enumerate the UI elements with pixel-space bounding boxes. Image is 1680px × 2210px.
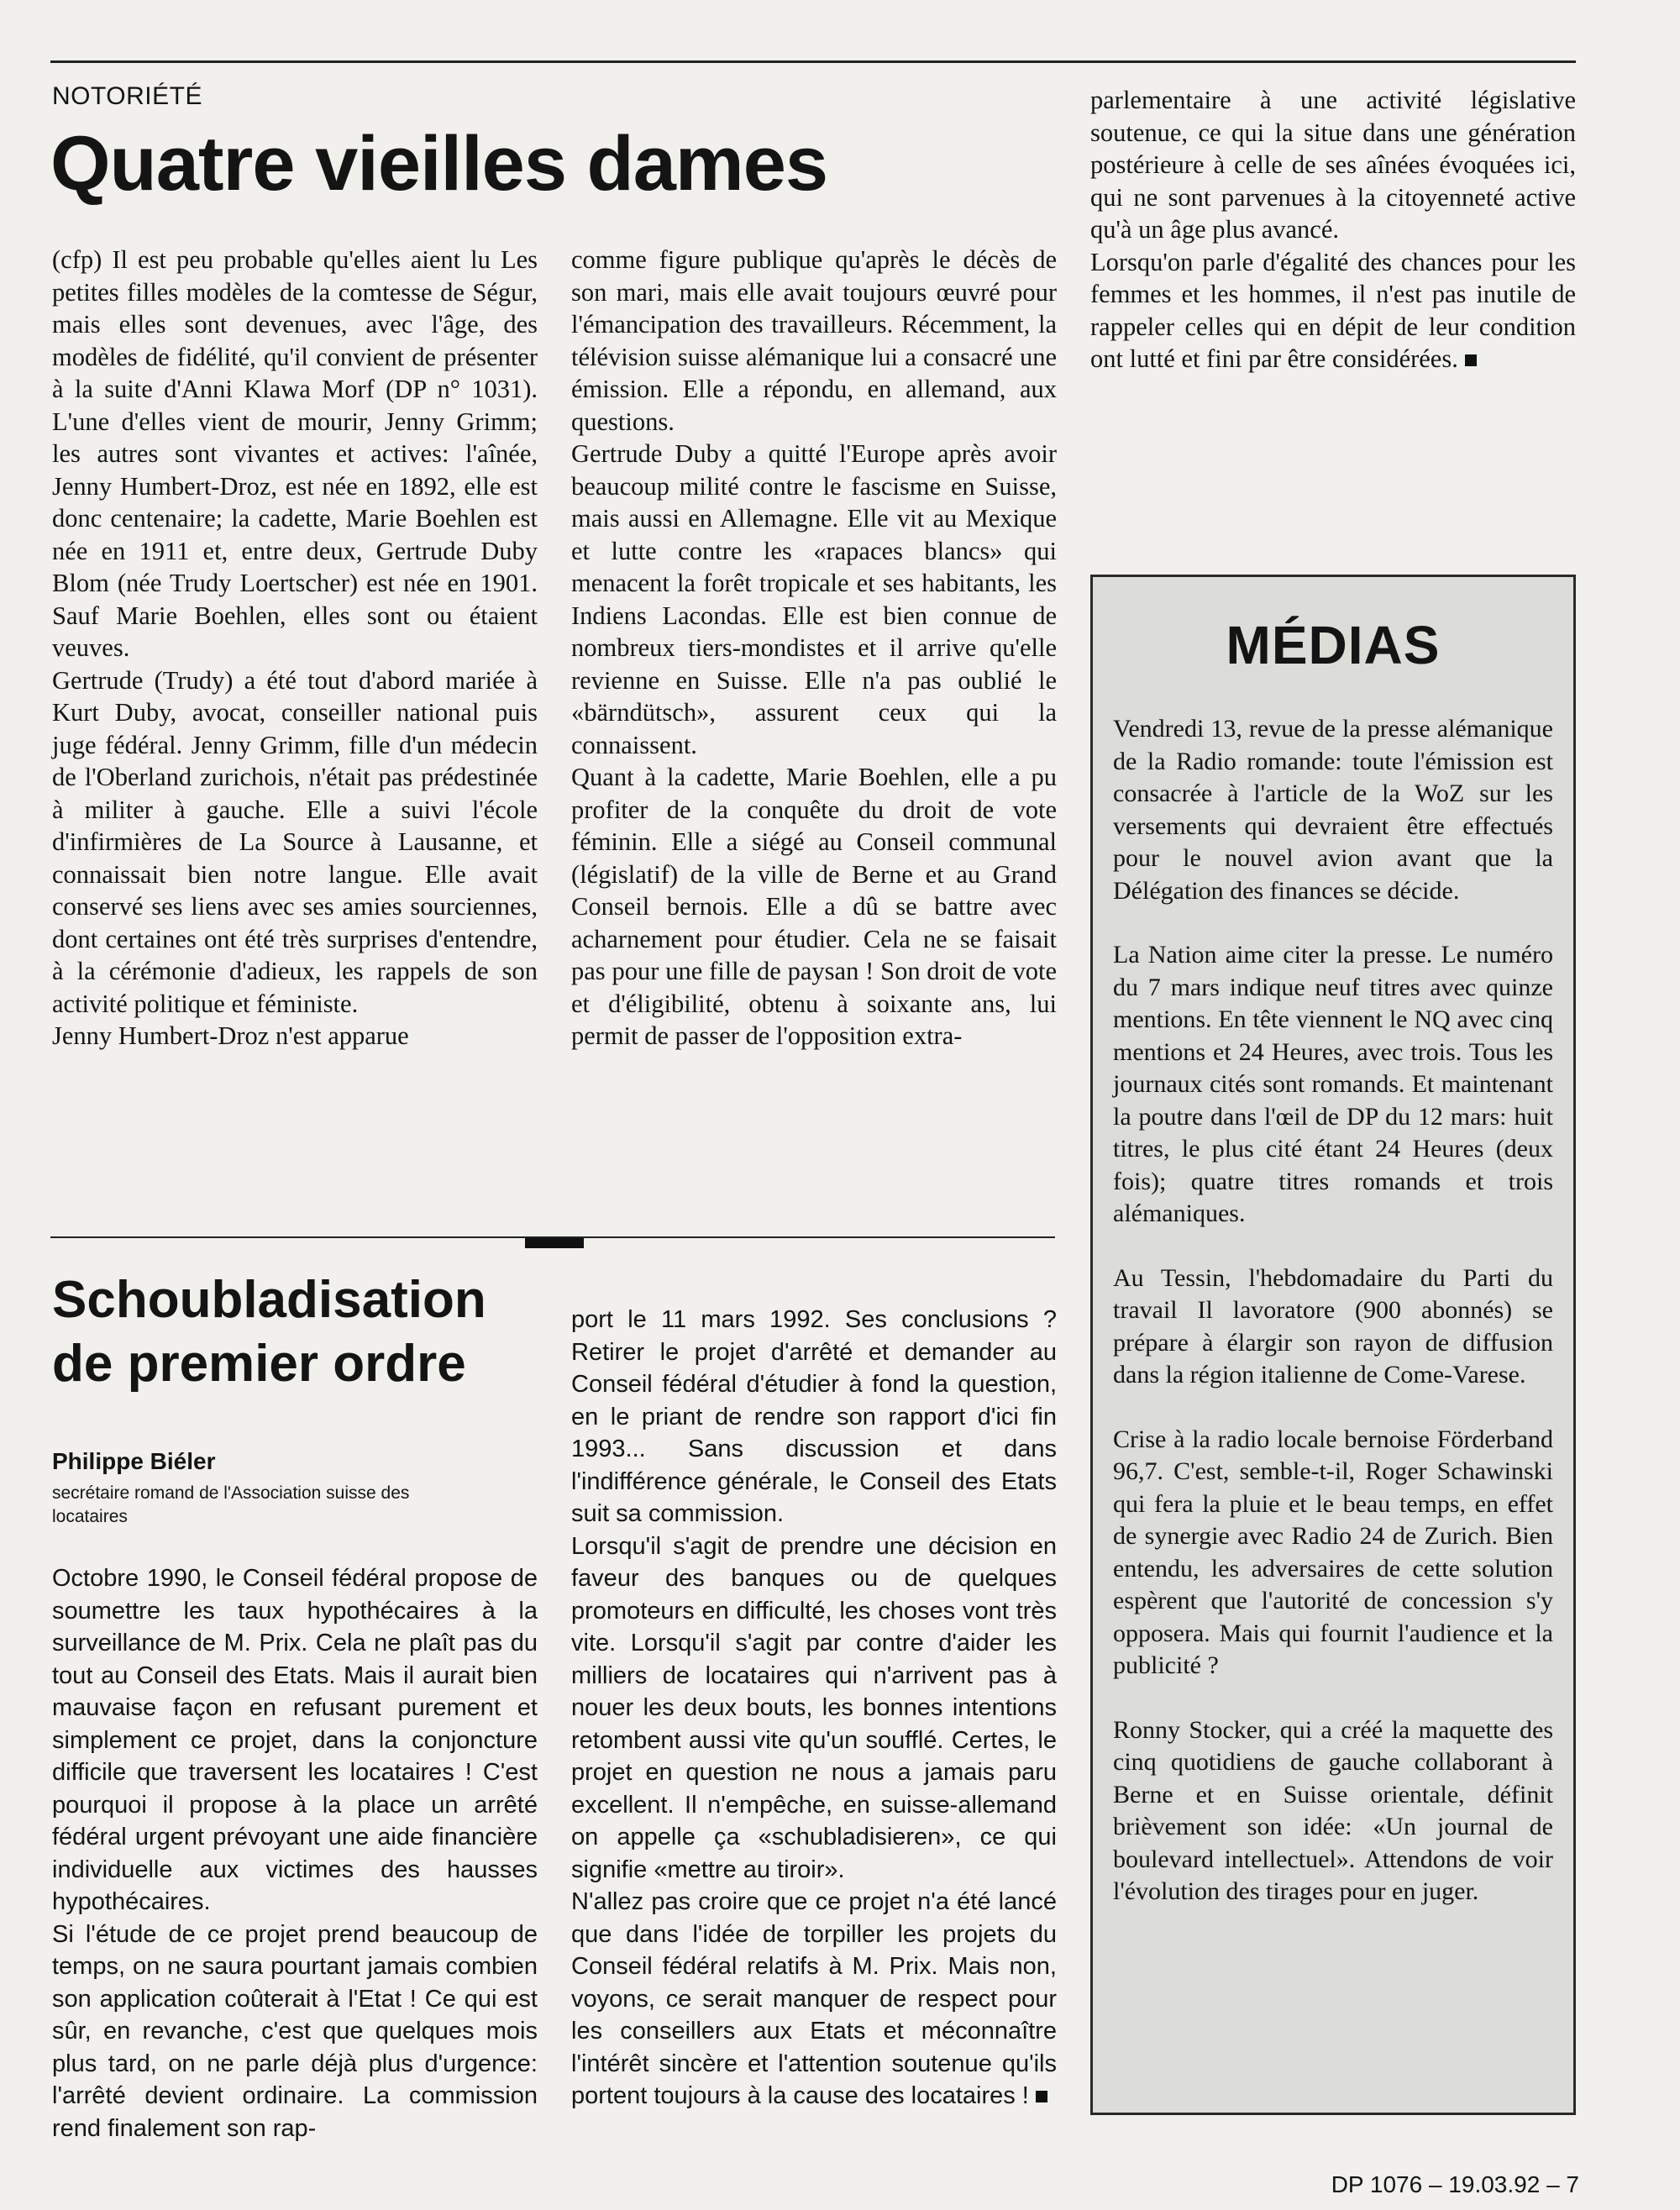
article1-column-1 — [52, 244, 538, 1053]
medias-paragraph: Au Tessin, l'hebdomadaire du Parti du travail Il lavoratore (900 abonnés) se prépare à élargir son rayon de diffusion dans la région italienne de Come-Varese. — [1113, 1263, 1553, 1388]
medias-paragraph: Crise à la radio locale bernoise Förderband 96,7. C'est, semble-t-il, Roger Schawinski qui fera la pluie et le beau temps, en effet de synergie avec Radio 24 de Zurich. Bien entendu, les adversaires de cette solution espèrent que l'autorité de concession s'y opposera. Mais qui fournit l'audience et la publicité ? — [1113, 1425, 1553, 1679]
medias-box — [1090, 575, 1576, 2115]
article1-col1-paragraph: (cfp) Il est peu probable qu'elles aient lu Les petites filles modèles de la comtesse de Ségur, mais elles sont devenues, avec l'âge, des modèles de fidélité, qu'il convient de présenter à la suite d'Anni Klawa Morf (DP n° 1031). L'une d'elles vient de mourir, Jenny Grimm; les autres sont vivantes et actives: l'aînée, Jenny Humbert-Droz, est née en 1892, elle est donc centenaire; la cadette, Marie Boehlen est née en 1911 et, entre deux, Gertrude Duby Blom (née Trudy Loertscher) est née en 1901. Sauf Marie Boehlen, elles sont ou étaient veuves. — [52, 245, 538, 662]
article2-col2-paragraph — [571, 1886, 1057, 2113]
article2-col2-paragraph: Lorsqu'il s'agit de prendre une décision en faveur des banques ou de quelques promoteurs en difficulté, les choses vont très vite. Lorsqu'il s'agit par contre d'aider les milliers de locataires qui n'arrivent pas à nouer les deux bouts, les bonnes intentions retombent aussi vite qu'un soufflé. Certes, le projet en question ne nous a jamais paru excellent. Il n'empêche, en suisse-allemand on appelle ça «schubladisieren», ce qui signifie «mettre au tiroir». — [571, 1532, 1057, 1883]
medias-body — [1113, 713, 1553, 1940]
article1-col3-text: Lorsqu'on parle d'égalité des chances pour les femmes et les hommes, il n'est pas inutile de rappeler celles qui en dépit de leur condition ont lutté et fini par être considérées. — [1090, 247, 1576, 373]
article1-column-3 — [1090, 84, 1576, 375]
article2-title-line: Schoubladisation — [52, 1271, 486, 1329]
article1-col3-paragraph — [1090, 246, 1576, 375]
medias-title: MÉDIAS — [1226, 615, 1441, 675]
medias-paragraph: Vendredi 13, revue de la presse alémanique de la Radio romande: toute l'émission est consacrée à l'article de la WoZ sur les versements qui devraient être effectués pour le nouvel avion avant que la Délégation des finances se décide. — [1113, 715, 1553, 905]
page-footer: DP 1076 – 19.03.92 – 7 — [1331, 2171, 1579, 2197]
section-marker — [525, 1238, 584, 1248]
article2-author-role: secrétaire romand de l'Association suisse des locataires — [52, 1483, 410, 1526]
medias-paragraph: La Nation aime citer la presse. Le numéro du 7 mars indique neuf titres avec quinze mentions. En tête viennent le NQ avec cinq mentions et 24 Heures, avec trois. Tous les journaux cités sont romands. Et maintenant la poutre dans l'œil de DP du 12 mars: huit titres, le plus cité étant 24 Heures (deux fois); quatre titres romands et trois alémaniques. — [1113, 941, 1553, 1227]
article1-col3-paragraph: parlementaire à une activité législative soutenue, ce qui la situe dans une génération postérieure à celle de ses aînées évoquées ici, qui ne sont parvenues à la citoyenneté active qu'à un âge plus avancé. — [1090, 86, 1576, 244]
article1-col2-paragraph: comme figure publique qu'après le décès de son mari, mais elle avait toujours œuvré pour l'émancipation des travailleurs. Récemment, la télévision suisse alémanique lui a consacré une émission. Elle a répondu, en allemand, aux questions. — [571, 245, 1057, 436]
article2-title — [52, 1268, 486, 1396]
article2-column-2 — [571, 1304, 1057, 2113]
article1-col1-paragraph: Jenny Humbert-Droz n'est apparue — [52, 1021, 409, 1050]
article2-title-line: de premier ordre — [52, 1335, 466, 1393]
end-mark-icon — [1036, 2091, 1047, 2102]
article2-author: Philippe Biéler — [52, 1448, 216, 1474]
article1-kicker: NOTORIÉTÉ — [52, 82, 202, 110]
article2-col1-paragraph: Si l'étude de ce projet prend beaucoup de temps, on ne saura pourtant jamais combien son application coûterait à l'Etat ! Ce qui est sûr, en revanche, c'est que quelques mois plus tard, on ne parle déjà plus d'urgence: l'arrêté devient ordinaire. La commission rend finalement son rap- — [52, 1920, 538, 2142]
article1-column-2 — [571, 244, 1057, 1053]
article2-col1-paragraph: Octobre 1990, le Conseil fédéral propose de soumettre les taux hypothécaires à la surveillance de M. Prix. Cela ne plaît pas du tout au Conseil des Etats. Mais il aurait bien mauvaise façon en refusant purement et simplement ce projet, dans la conjoncture difficile que traversent les locataires ! C'est pourquoi il propose à la place un arrêté fédéral urgent prévoyant une aide financière individuelle aux victimes des hausses hypothécaires. — [52, 1565, 538, 1915]
article1-title: Quatre vieilles dames — [50, 121, 828, 207]
article1-col1-paragraph: Gertrude (Trudy) a été tout d'abord mariée à Kurt Duby, avocat, conseiller national puis juge fédéral. Jenny Grimm, fille d'un médecin de l'Oberland zurichois, n'était pas prédestinée à militer à gauche. Elle a suivi l'école d'infirmières de La Source à Lausanne, et connaissait bien notre langue. Elle avait conservé ses liens avec ses amies sourciennes, dont certaines ont été très surprises d'entendre, à la cérémonie d'adieux, les rappels de son activité politique et féministe. — [52, 665, 538, 1018]
article2-col2-text: N'allez pas croire que ce projet n'a été lancé que dans l'idée de torpiller les projets du Conseil fédéral relatifs à M. Prix. Mais non, voyons, ce serait manquer de respect pour les conseillers aux Etats et méconnaître l'intérêt sincère et l'attention soutenue qu'ils portent toujours à la cause des locataires ! — [571, 1888, 1057, 2109]
medias-paragraph: Ronny Stocker, qui a créé la maquette des cinq quotidiens de gauche collaborant à Berne et en Suisse orientale, définit brièvement son idée: «Un journal de boulevard intellectuel». Attendons de voir l'évolution des tirages pour en juger. — [1113, 1715, 1553, 1905]
article2-column-1 — [52, 1562, 538, 2144]
article1-col2-paragraph: Gertrude Duby a quitté l'Europe après avoir beaucoup milité contre le fascisme en Suisse, mais aussi en Allemagne. Elle vit au Mexique et lutte contre les «rapaces blancs» qui menacent la forêt tropicale et ses habitants, les Indiens Lacondas. Elle est bien connue de nombreux tiers-mondistes et il arrive qu'elle revienne en Suisse. Elle n'a pas oublié le «bärndütsch», assurent ceux qui la connaissent. — [571, 439, 1057, 759]
article1-col2-paragraph: Quant à la cadette, Marie Boehlen, elle a pu profiter de la conquête du droit de vote féminin. Elle a siégé au Conseil communal (législatif) de la ville de Berne et au Grand Conseil bernois. Elle a dû se battre avec acharnement pour étudier. Cela ne se faisait pas pour une fille de paysan ! Son droit de vote et d'éligibilité, obtenu à soixante ans, lui permit de passer de l'opposition extra- — [571, 763, 1057, 1050]
top-rule — [50, 60, 1576, 63]
end-mark-icon — [1465, 354, 1477, 366]
article2-col2-paragraph: port le 11 mars 1992. Ses conclusions ? Retirer le projet d'arrêté et demander au Conseil fédéral d'étudier à fond la question, en le priant de rendre son rapport d'ici fin 1993... Sans discussion et dans l'indifférence générale, le Conseil des Etats suit sa commission. — [571, 1306, 1057, 1527]
